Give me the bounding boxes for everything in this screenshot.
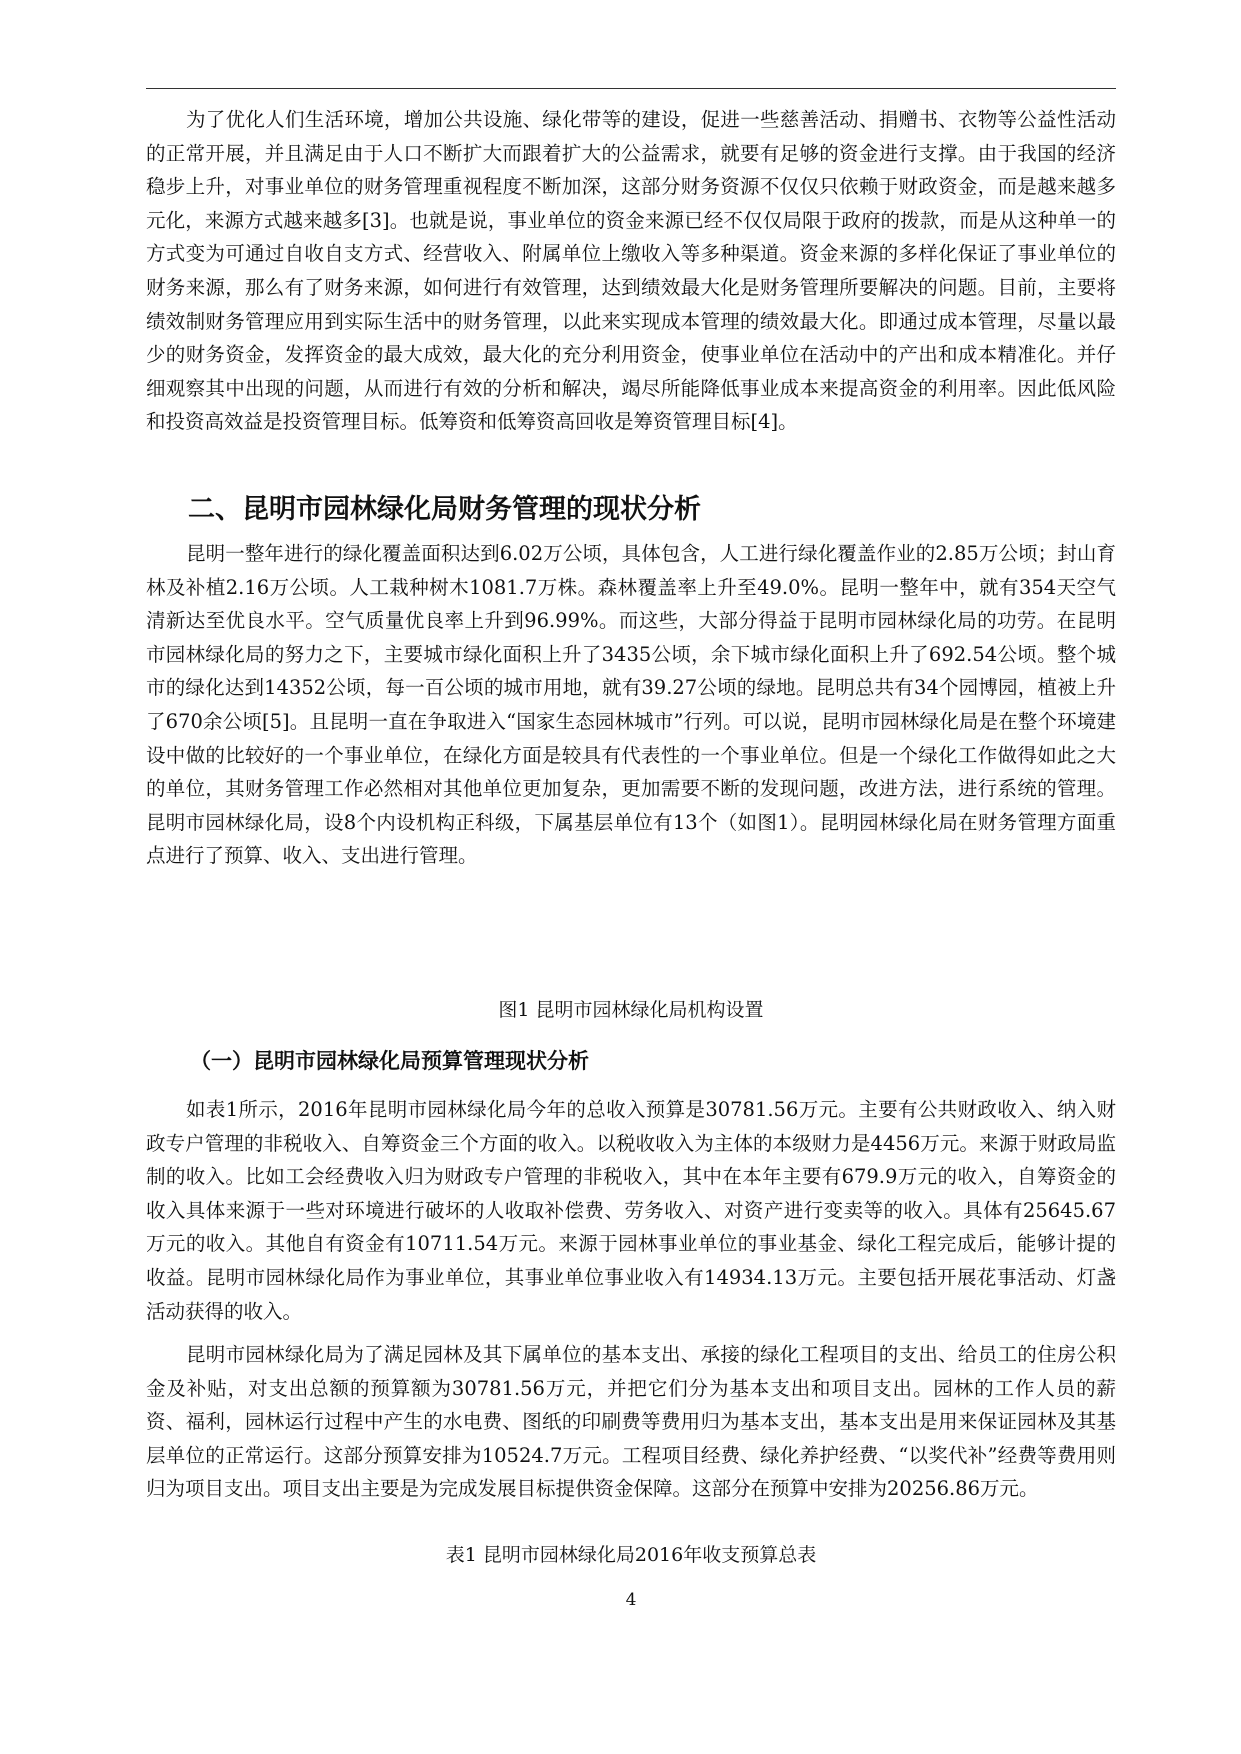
intro-paragraph: 为了优化人们生活环境，增加公共设施、绿化带等的建设，促进一些慈善活动、捐赠书、衣物等公益性活动的正常开展，并且满足由于人口不断扩大而跟着扩大的公益需求，就要有足够的资金进行支撑。由于我国的经济稳步上升，对事业单位的财务管理重视程度不断加深，这部分财务资源不仅仅只依赖于财政资金，而是越来越多元化，来源方式越来越多[3]。也就是说，事业单位的资金来源已经不仅仅局限于政府的拨款，而是从这种单一的方式变为可通过自收自支方式、经营收入、附属单位上缴收入等多种渠道。资金来源的多样化保证了事业单位的财务来源，那么有了财务来源，如何进行有效管理，达到绩效最大化是财务管理所要解决的问题。目前，主要将绩效制财务管理应用到实际生活中的财务管理，以此来实现成本管理的绩效最大化。即通过成本管理，尽量以最少的财务资金，发挥资金的最大成效，最大化的充分利用资金，使事业单位在活动中的产出和成本精准化。并仔细观察其中出现的问题，从而进行有效的分析和解决，竭尽所能降低事业成本来提高资金的利用率。因此低风险和投资高效益是投资管理目标。低筹资和低筹资高回收是筹资管理目标[4]。 xyxy=(146,108,1116,434)
budget-paragraph-1: 如表1所示，2016年昆明市园林绿化局今年的总收入预算是30781.56万元。主要有公共财政收入、纳入财政专户管理的非税收入、自筹资金三个方面的收入。以税收收入为主体的本级财力是4456万元。来源于财政局监制的收入。比如工会经费收入归为财政专户管理的非税收入，其中在本年主要有679.9万元的收入，自筹资金的收入具体来源于一些对环境进行破坏的人收取补偿费、劳务收入、对资产进行变卖等的收入。具体有25645.67万元的收入。其他自有资金有10711.54万元。来源于园林事业单位的事业基金、绿化工程完成后，能够计提的收益。昆明市园林绿化局作为事业单位，其事业单位事业收入有14934.13万元。主要包括开展花事活动、灯盏活动获得的收入。 xyxy=(146,1098,1116,1323)
subsection-heading: （一）昆明市园林绿化局预算管理现状分析 xyxy=(190,1049,589,1073)
figure-caption: 图1 昆明市园林绿化局机构设置 xyxy=(498,999,764,1021)
table-caption: 表1 昆明市园林绿化局2016年收支预算总表 xyxy=(445,1544,817,1566)
header-rule xyxy=(146,88,1116,89)
budget-paragraph-2: 昆明市园林绿化局为了满足园林及其下属单位的基本支出、承接的绿化工程项目的支出、给员工的住房公积金及补贴，对支出总额的预算额为30781.56万元，并把它们分为基本支出和项目支出。园林的工作人员的薪资、福利，园林运行过程中产生的水电费、图纸的印刷费等费用归为基本支出，基本支出是用来保证园林及其基层单位的正常运行。这部分预算安排为10524.7万元。工程项目经费、绿化养护经费、“以奖代补”经费等费用则归为项目支出。项目支出主要是为完成发展目标提供资金保障。这部分在预算中安排为20256.86万元。 xyxy=(146,1343,1116,1501)
section-heading: 二、昆明市园林绿化局财务管理的现状分析 xyxy=(188,494,701,525)
page-number: 4 xyxy=(625,1590,637,1610)
section-paragraph: 昆明一整年进行的绿化覆盖面积达到6.02万公顷，具体包含，人工进行绿化覆盖作业的2.85万公顷；封山育林及补植2.16万公顷。人工栽种树木1081.7万株。森林覆盖率上升至49.0%。昆明一整年中，就有354天空气清新达至优良水平。空气质量优良率上升到96.99%。而这些，大部分得益于昆明市园林绿化局的功劳。在昆明市园林绿化局的努力之下，主要城市绿化面积上升了3435公顷，余下城市绿化面积上升了692.54公顷。整个城市的绿化达到14352公顷，每一百公顷的城市用地，就有39.27公顷的绿地。昆明总共有34个园博园，植被上升了670余公顷[5]。且昆明一直在争取进入“国家生态园林城市”行列。可以说，昆明市园林绿化局是在整个环境建设中做的比较好的一个事业单位，在绿化方面是较具有代表性的一个事业单位。但是一个绿化工作做得如此之大的单位，其财务管理工作必然相对其他单位更加复杂，更加需要不断的发现问题，改进方法，进行系统的管理。昆明市园林绿化局，设8个内设机构正科级，下属基层单位有13个（如图1）。昆明园林绿化局在财务管理方面重点进行了预算、收入、支出进行管理。 xyxy=(146,542,1116,868)
